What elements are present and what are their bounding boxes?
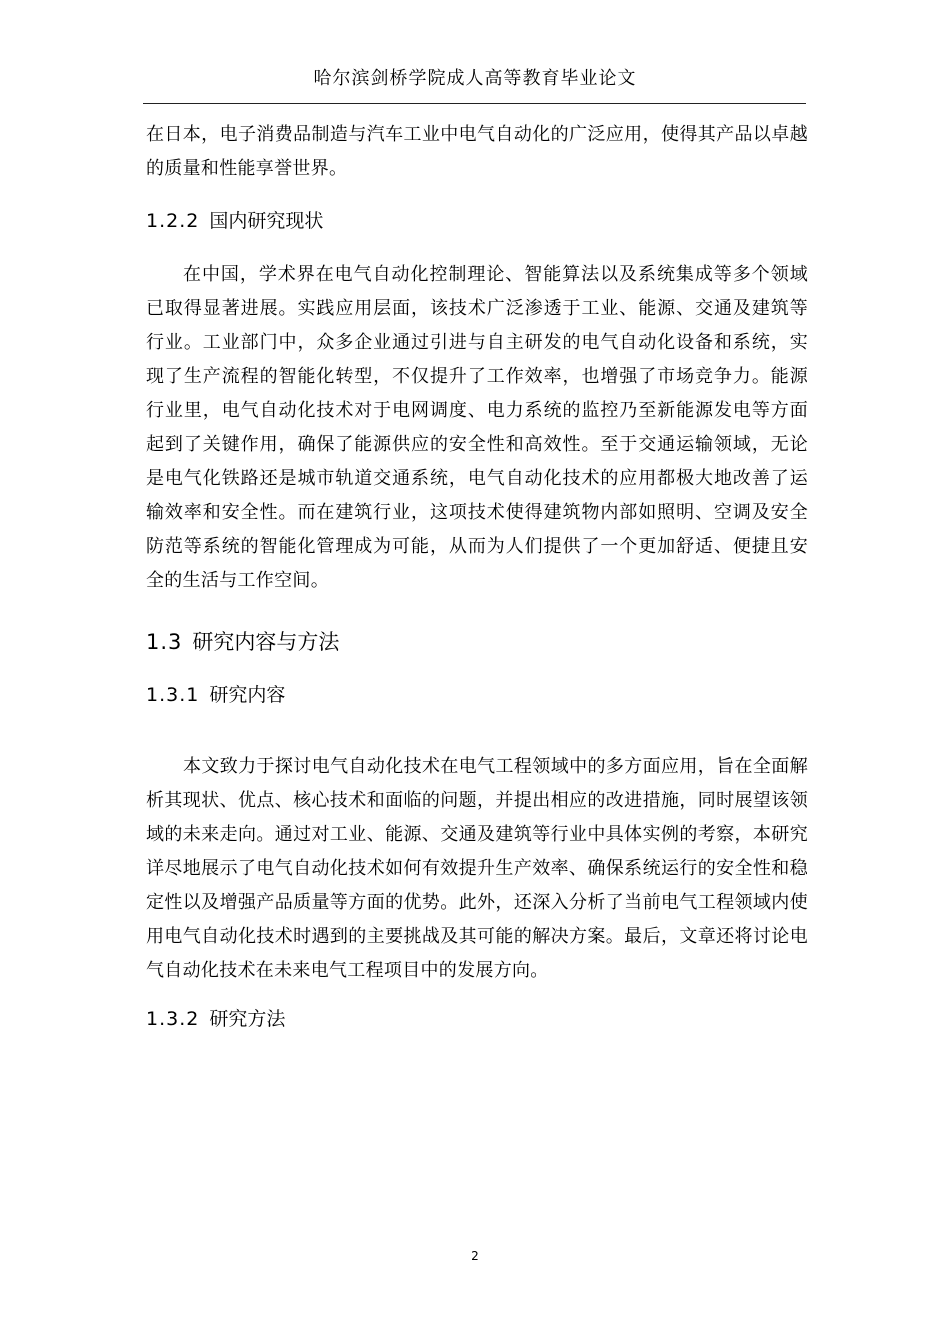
heading-number: 1.3.2	[146, 1008, 200, 1030]
running-header: 哈尔滨剑桥学院成人高等教育毕业论文	[313, 68, 637, 89]
heading-title: 研究内容	[209, 684, 286, 706]
intro-paragraph: 在日本，电子消费品制造与汽车工业中电气自动化的广泛应用，使得其产品以卓越的质量和性能享誉世界。	[146, 124, 808, 179]
page-body	[146, 118, 808, 1036]
heading-1-3	[146, 623, 808, 661]
heading-title: 研究内容与方法	[192, 630, 340, 654]
heading-number: 1.3	[146, 630, 183, 654]
paragraph-research-content: 本文致力于探讨电气自动化技术在电气工程领域中的多方面应用，旨在全面解析其现状、优点、核心技术和面临的问题，并提出相应的改进措施，同时展望该领域的未来走向。通过对工业、能源、交通及建筑等行业中具体实例的考察，本研究详尽地展示了电气自动化技术如何有效提升生产效率、确保系统运行的安全性和稳定性以及增强产品质量等方面的优势。此外，还深入分析了当前电气工程领域内使用电气自动化技术时遇到的主要挑战及其可能的解决方案。最后，文章还将讨论电气自动化技术在未来电气工程项目中的发展方向。	[146, 756, 808, 981]
page-number: 2	[471, 1249, 479, 1263]
heading-number: 1.2.2	[146, 210, 200, 232]
heading-number: 1.3.1	[146, 684, 200, 706]
heading-1-3-2	[146, 1002, 808, 1036]
heading-1-2-2	[146, 204, 808, 238]
heading-title: 研究方法	[209, 1008, 286, 1030]
heading-1-3-1	[146, 678, 808, 712]
paragraph-domestic-research: 在中国，学术界在电气自动化控制理论、智能算法以及系统集成等多个领域 已取得显著进展。实践应用层面，该技术广泛渗透于工业、能源、交通及建筑等 行业。工业部门中，众多企业通过引进与自主研发的电气自动化设备和系统，实 现了生产流程的智能化转型，不仅提升了工作效率，也增强了市场竞争力。能源 行业里，电气自动化技术对于电网调度、电力系统的监控乃至新能源发电等方面 起到了关键作用，确保了能源供应的安全性和高效性。至于交通运输领域，无论 是电气化铁路还是城市轨道交通系统，电气自动化技术的应用都极大地改善了运 输效率和安全性。而在建筑行业，这项技术使得建筑物内部如照明、空调及安全 防范等系统的智能化管理成为可能，从而为人们提供了一个更加舒适、便捷且安 全的生活与工作空间。	[146, 264, 808, 591]
header-divider	[143, 103, 806, 104]
heading-title: 国内研究现状	[209, 210, 324, 232]
